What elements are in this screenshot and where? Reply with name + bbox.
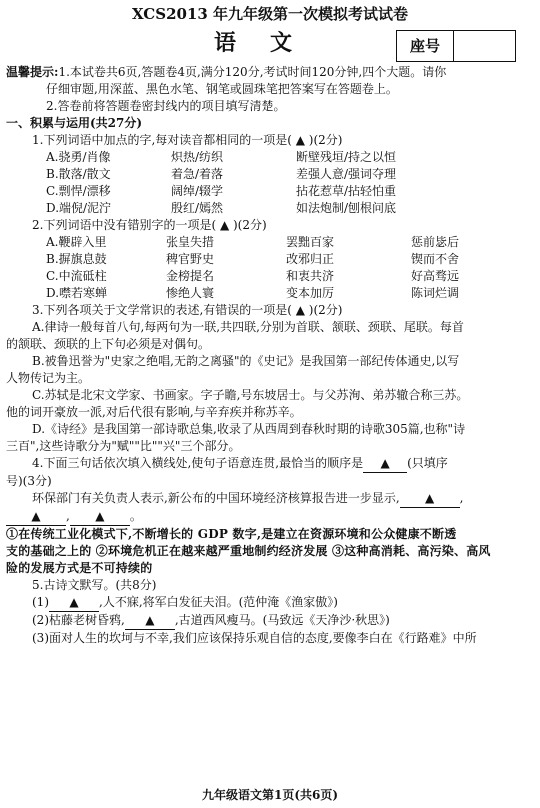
q2-option-a3: 罢黜百家 (286, 235, 335, 249)
q1-option-d3: 如法炮制/刨根问底 (296, 201, 397, 215)
q4-s3-a: 这种高消耗、高污染、高风 (344, 544, 491, 558)
q3-d-line1: D.《诗经》是我国第一部诗歌总集,收录了从西周到春秋时期的诗歌305篇,也称"诗 (32, 422, 466, 436)
q2-option-d4: 陈词烂调 (411, 286, 460, 300)
q2-option-d3: 变本加厉 (286, 286, 335, 300)
q2-stem: 2.下列词语中没有错别字的一项是( ▲ )(2分) (32, 218, 267, 232)
q5-blank1: ▲ (49, 594, 99, 612)
q5-stem: 5.古诗文默写。(共8分) (32, 578, 157, 592)
q5-l2-a: (2)枯藤老树昏鸦, (32, 613, 125, 627)
q4-stem-a: 4.下面三句话依次填入横线处,使句子语意连贯,最恰当的顺序是 (32, 456, 364, 470)
q1-option-b2: 着急/着落 (171, 167, 224, 181)
q4-stem-c: 号)(3分) (6, 474, 52, 488)
q1-option-c3: 拈花惹草/拈轻怕重 (296, 184, 397, 198)
q3-a-line1: A.律诗一般每首八句,每两句为一联,共四联,分别为首联、颔联、颈联、尾联。每首 (32, 320, 464, 334)
q2-option-a1: A.鞭辟入里 (46, 235, 107, 249)
q1-option-b3: 差强人意/强词夺理 (296, 167, 397, 181)
q5-line1 (6, 594, 534, 612)
q2-option-c2: 金榜提名 (166, 269, 215, 283)
q4-passage-b: , (459, 491, 464, 505)
q3-d-line2: 三百",这些诗歌分为"赋""比""兴"三个部分。 (6, 439, 241, 453)
q3-c-line1: C.苏轼是北宋文学家、书画家。字子瞻,号东坡居士。与父苏洵、弟苏辙合称三苏。 (32, 388, 469, 402)
q1-option-a3: 断壁残垣/持之以恒 (296, 150, 397, 164)
q2-option-c3: 和衷共济 (286, 269, 335, 283)
q1-option-a1: A.骁勇/肖像 (46, 150, 111, 164)
q5-l1-b: ,人不寐,将军白发征夫泪。(范仲淹《渔家傲》) (99, 595, 338, 609)
q5-line2 (6, 612, 534, 630)
q4-s1-b: 支的基础之上的 (6, 544, 92, 558)
seat-label: 座号 (397, 31, 454, 61)
q2-option-b1: B.摒旗息鼓 (46, 252, 107, 266)
tips-label: 温馨提示: (6, 65, 59, 79)
q1-option-d1: D.端倪/泥泞 (46, 201, 112, 215)
q4-sentence-line2 (6, 543, 534, 560)
q1-option-a2: 炽热/纺织 (171, 150, 224, 164)
tips-item2: 2.答卷前将答题卷密封线内的项目填写清楚。 (46, 99, 286, 113)
q4-s2-mark: ② (95, 544, 108, 558)
tips-line-1 (6, 64, 534, 81)
q2-options (6, 234, 534, 302)
page-footer: 九年级语文第1页(共6页) (201, 788, 339, 802)
q4-passage-comma: , (66, 509, 70, 523)
q2-option-b3: 改邪归正 (286, 252, 335, 266)
q1-options (6, 149, 534, 217)
q4-passage-line2 (6, 508, 534, 526)
exam-title: XCS2013 年九年级第一次模拟考试试卷 (131, 5, 409, 23)
q4-passage-blank1: ▲ (400, 490, 460, 508)
q1-option-b1: B.散落/散文 (46, 167, 111, 181)
q2-option-b4: 锲而不舍 (411, 252, 460, 266)
q4-s1-a: 在传统工业化模式下,不断增长的 GDP 数字,是建立在资源环境和公众健康不断透 (18, 527, 457, 541)
q4-passage-line1 (6, 490, 534, 508)
q2-option-b2: 稗官野史 (166, 252, 215, 266)
q4-s2: 环境危机正在越来越严重地制约经济发展 (108, 544, 328, 558)
tips-item1-a: 1.本试卷共6页,答题卷4页,满分120分,考试时间120分钟,四个大题。请你 (58, 65, 447, 79)
q4-sentence1-line1 (6, 526, 534, 543)
q4-stem-b: (只填序 (407, 456, 448, 470)
q4-passage-a: 环保部门有关负责人表示,新公布的中国环境经济核算报告进一步显示, (32, 491, 400, 505)
q4-passage-blank2: ▲ (6, 508, 66, 526)
q3-c-line2: 他的词开豪放一派,对后代很有影响,与辛弃疾并称苏辛。 (6, 405, 302, 419)
q4-passage-c: 。 (129, 509, 142, 523)
q5-line3: (3)面对人生的坎坷与不幸,我们应该保持乐观自信的态度,要像李白在《行路难》中所 (32, 631, 477, 645)
subject-row (6, 24, 534, 64)
q4-s1-mark: ① (6, 527, 19, 541)
q4-s3-b: 险的发展方式是不可持续的 (6, 561, 153, 575)
q4-passage-blank3: ▲ (70, 508, 130, 526)
q4-answer-blank: ▲ (363, 455, 407, 473)
q5-blank2: ▲ (125, 612, 175, 630)
q5-l2-b: ,古道西风瘦马。(马致远《天净沙·秋思》) (174, 613, 390, 627)
q5-l1-a: (1) (32, 595, 49, 609)
q2-option-d2: 惨绝人寰 (166, 286, 215, 300)
q2-option-c1: C.中流砥柱 (46, 269, 107, 283)
q3-a-line2: 的颔联、颈联的上下句必须是对偶句。 (6, 337, 211, 351)
q2-option-c4: 好高骛远 (411, 269, 460, 283)
seat-number-blank (454, 31, 515, 61)
q1-stem: 1.下列词语中加点的字,每对读音都相同的一项是( ▲ )(2分) (32, 133, 343, 147)
q4-stem-line1 (6, 455, 534, 473)
q1-option-c2: 阔绰/辍学 (171, 184, 224, 198)
q1-option-d2: 殷红/嫣然 (171, 201, 224, 215)
section1-heading: 一、积累与运用(共27分) (6, 116, 143, 130)
tips-item1-b: 仔细审题,用深蓝、黑色水笔、钢笔或圆珠笔把答案写在答题卷上。 (46, 82, 398, 96)
q3-b-line2: 人物传记为主。 (6, 371, 91, 385)
q4-s3-mark: ③ (332, 544, 345, 558)
q2-option-a4: 惩前毖后 (411, 235, 460, 249)
q2-option-d1: D.噤若寒蝉 (46, 286, 108, 300)
seat-number-box (396, 30, 516, 62)
q2-option-a2: 张皇失措 (166, 235, 215, 249)
q1-option-c1: C.剽悍/漂移 (46, 184, 111, 198)
q3-b-line1: B.被鲁迅誉为"史家之绝唱,无韵之离骚"的《史记》是我国第一部纪传体通史,以写 (32, 354, 460, 368)
subject-title: 语文 (213, 30, 326, 56)
q3-stem: 3.下列各项关于文学常识的表述,有错误的一项是( ▲ )(2分) (32, 303, 343, 317)
